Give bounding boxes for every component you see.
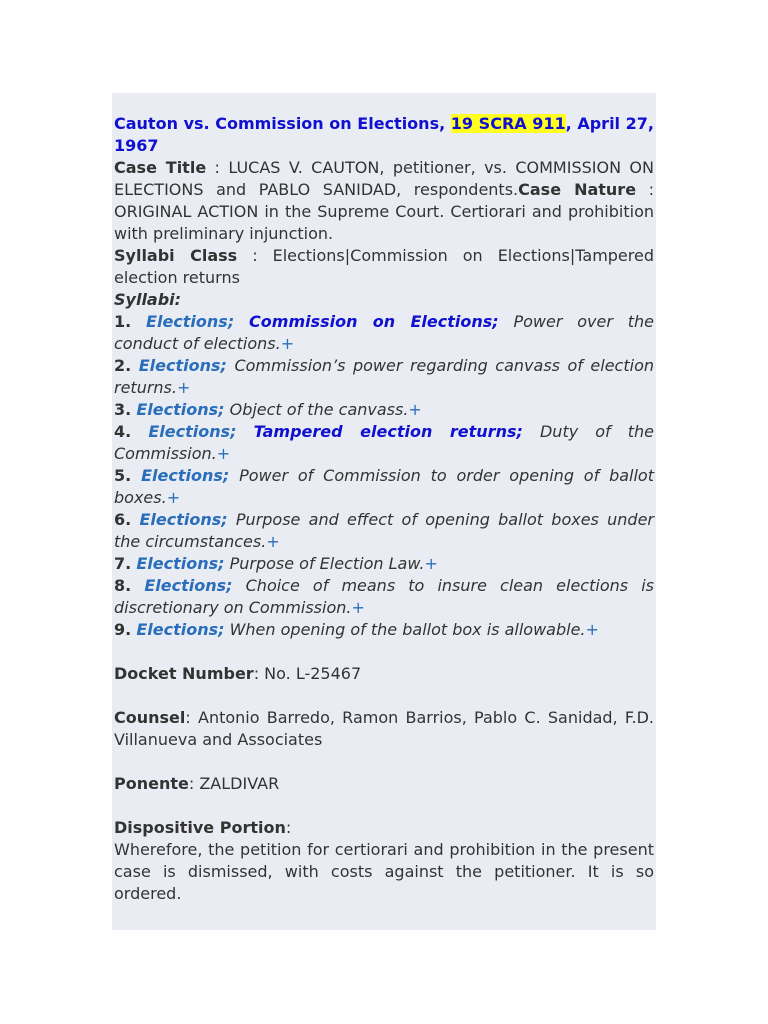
expand-icon[interactable]: + xyxy=(166,488,181,507)
case-details: Case Title : LUCAS V. CAUTON, petitioner, vs. COMMISSION ON ELECTIONS and PABLO SANIDAD, respondents.Case Nature : ORIGINAL ACTION in the Supreme Court. Certiorari and prohibition with preliminary injunction. xyxy=(114,158,654,243)
dispositive-label: Dispositive Portion xyxy=(114,818,286,837)
counsel-value: : Antonio Barredo, Ramon Barrios, Pablo C. Sanidad, F.D. Villanueva and Associates xyxy=(114,708,654,749)
case-nature-value: ORIGINAL ACTION in the Supreme Court. Certiorari and prohibition with preliminary injunction. xyxy=(114,202,654,243)
syllabus-category-link[interactable]: Elections; xyxy=(144,576,233,595)
syllabus-category-link[interactable]: Elections; xyxy=(146,312,235,331)
syllabus-number: 1. xyxy=(114,312,132,331)
case-name[interactable]: Cauton vs. Commission on Elections, xyxy=(114,114,446,133)
syllabus-category-link[interactable]: Elections; xyxy=(136,554,225,573)
syllabus-category-link[interactable]: Elections; xyxy=(141,466,230,485)
syllabus-number: 8. xyxy=(114,576,132,595)
syllabus-number: 4. xyxy=(114,422,132,441)
expand-icon[interactable]: + xyxy=(176,378,191,397)
syllabus-item xyxy=(114,421,654,465)
ponente-label: Ponente xyxy=(114,774,189,793)
syllabus-category-link[interactable]: Elections; xyxy=(139,510,228,529)
syllabus-item xyxy=(114,355,654,399)
case-date: , April 27, 1967 xyxy=(114,114,654,155)
syllabus-category-link[interactable]: Elections; xyxy=(136,620,225,639)
syllabus-number: 9. xyxy=(114,620,132,639)
syllabus-item xyxy=(114,619,654,641)
syllabus-item xyxy=(114,509,654,553)
syllabus-text: Duty of the Commission. xyxy=(114,422,655,463)
syllabus-item xyxy=(114,465,654,509)
syllabus-number: 3. xyxy=(114,400,132,419)
counsel xyxy=(114,707,654,751)
syllabus-item xyxy=(114,311,654,355)
dispositive-value: Wherefore, the petition for certiorari and prohibition in the present case is dismissed, with costs against the petitioner. It is so ordered. xyxy=(114,840,654,903)
expand-icon[interactable]: + xyxy=(280,334,295,353)
syllabus-category-link[interactable]: Elections; xyxy=(136,400,225,419)
syllabus-number: 6. xyxy=(114,510,132,529)
syllabi-label: Syllabi: xyxy=(114,290,182,309)
syllabi-class-label: Syllabi Class xyxy=(114,246,238,265)
case-digest-panel xyxy=(112,93,656,930)
expand-icon[interactable]: + xyxy=(408,400,422,419)
ponente-value: : ZALDIVAR xyxy=(188,774,280,793)
syllabus-subcategory-link[interactable]: Commission on Elections; xyxy=(249,312,499,331)
dispositive-colon: : xyxy=(285,818,292,837)
expand-icon[interactable]: + xyxy=(216,444,231,463)
syllabus-item xyxy=(114,553,654,575)
docket-number xyxy=(114,663,654,685)
syllabus-category-link[interactable]: Elections; xyxy=(148,422,237,441)
docket-value: : No. L-25467 xyxy=(253,664,362,683)
syllabus-number: 5. xyxy=(114,466,132,485)
syllabus-category-link[interactable]: Elections; xyxy=(138,356,227,375)
ponente xyxy=(114,773,654,795)
case-heading xyxy=(114,113,654,157)
syllabus-text: Commission’s power regarding canvass of election returns. xyxy=(114,356,655,397)
syllabus-text: Purpose and effect of opening ballot boxes under the circumstances. xyxy=(114,510,654,551)
expand-icon[interactable]: + xyxy=(351,598,365,617)
syllabi-class: Syllabi Class : Elections|Commission on Elections|Tampered election returns xyxy=(114,246,654,287)
counsel-label: Counsel xyxy=(114,708,186,727)
case-nature-label: Case Nature xyxy=(518,180,637,199)
syllabus-text: Power of Commission to order opening of ballot boxes. xyxy=(114,466,654,507)
case-title-value: LUCAS V. CAUTON, petitioner, vs. COMMISSION ON ELECTIONS and PABLO SANIDAD, respondents. xyxy=(114,158,654,199)
syllabus-item xyxy=(114,575,654,619)
dispositive-heading xyxy=(114,817,654,839)
syllabi-class-value: Elections|Commission on Elections|Tampered election returns xyxy=(114,246,654,287)
syllabus-text: Power over the conduct of elections. xyxy=(114,312,654,353)
syllabus-text: Object of the canvass. xyxy=(229,400,409,419)
citation-link[interactable]: 19 SCRA 911 xyxy=(450,114,566,133)
syllabus-item xyxy=(114,399,654,421)
syllabus-number: 2. xyxy=(114,356,132,375)
syllabus-text: When opening of the ballot box is allowable. xyxy=(229,620,586,639)
syllabus-text: Purpose of Election Law. xyxy=(229,554,425,573)
syllabus-subcategory-link[interactable]: Tampered election returns; xyxy=(253,422,523,441)
docket-label: Docket Number xyxy=(114,664,254,683)
syllabus-number: 7. xyxy=(114,554,132,573)
case-title-label: Case Title xyxy=(114,158,207,177)
expand-icon[interactable]: + xyxy=(424,554,438,573)
expand-icon[interactable]: + xyxy=(266,532,280,551)
expand-icon[interactable]: + xyxy=(585,620,599,639)
syllabus-text: Choice of means to insure clean elections is discretionary on Commission. xyxy=(114,576,654,617)
syllabi-list xyxy=(114,311,654,641)
